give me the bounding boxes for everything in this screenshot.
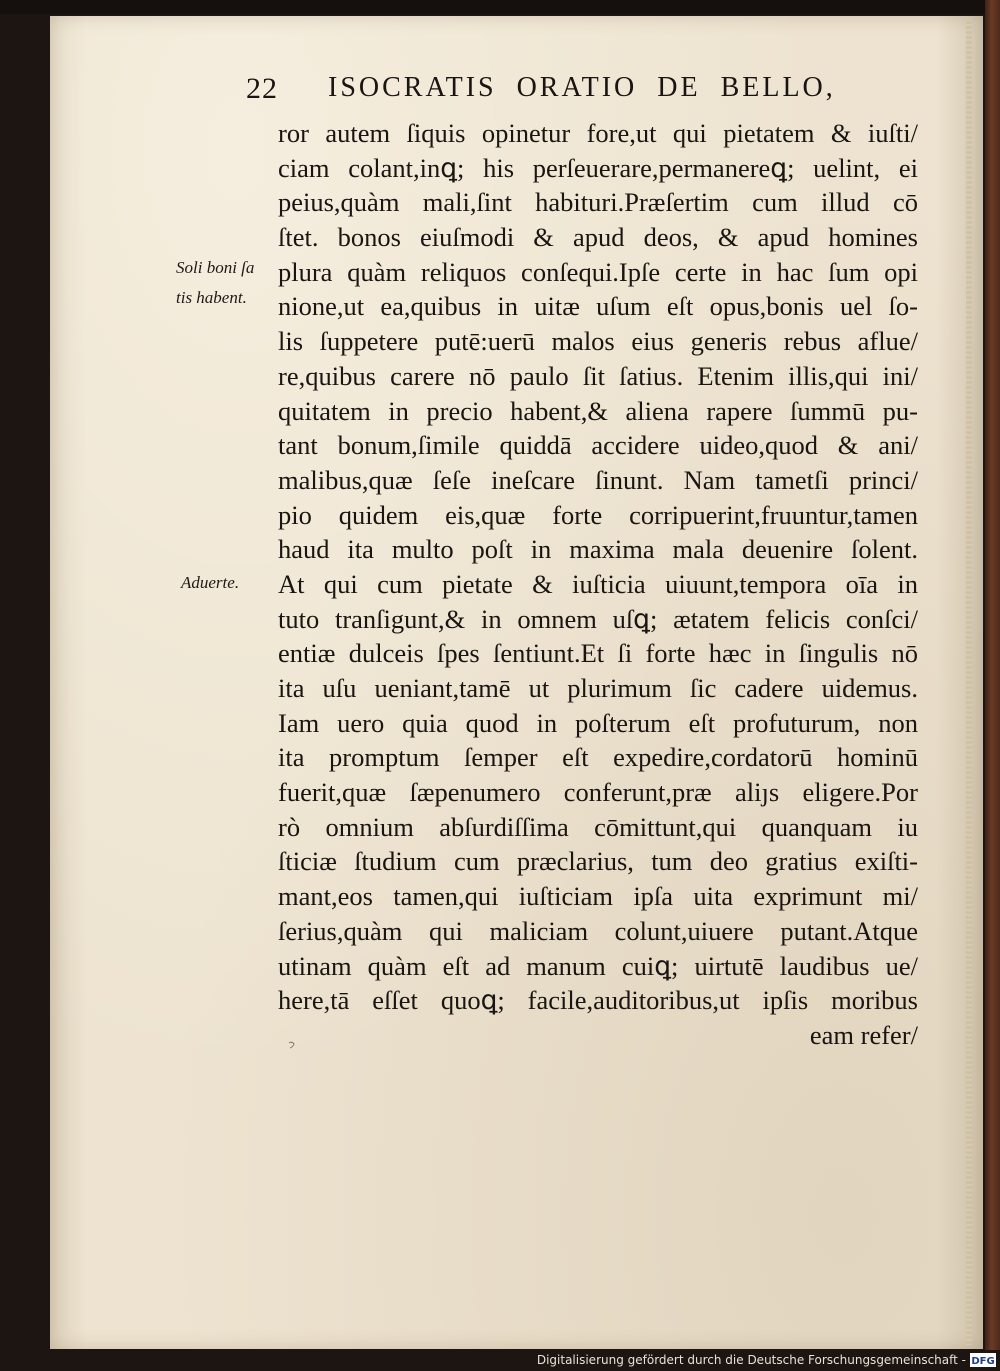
text-line: rò omnium abſurdiſſima cōmittunt,qui quanquam iu (278, 811, 918, 842)
body-text (278, 116, 918, 1053)
catchword: eam refer/ (809, 1019, 918, 1050)
dfg-logo-text: DFG (971, 1356, 995, 1367)
text-line: malibus,quæ ſeſe ineſcare ſinunt. Nam tametſi princi/ (278, 464, 918, 495)
text-line: ita promptum ſemper eſt expedire,cordatorū hominū (278, 742, 918, 773)
footer-bar (0, 1350, 1000, 1371)
binding-board (985, 0, 1000, 1350)
text-line: ſtet. bonos eiuſmodi & apud deos, & apud homines (278, 222, 918, 253)
top-shadow (0, 0, 1000, 14)
text-line: peius,quàm mali,ſint habituri.Præſertim cum illud cō (278, 187, 918, 218)
page-header (0, 72, 1000, 112)
text-line: Iam uero quia quod in poſterum eſt profuturum, non (278, 707, 918, 738)
text-line: utinam quàm eſt ad manum cuiꝗ; uirtutē laudibus ue/ (278, 950, 918, 981)
text-line: plura quàm reliquos conſequi.Ipſe certe in hac ſum opi (278, 256, 918, 287)
ink-smudge-icon (287, 1040, 297, 1050)
page-edge (966, 20, 972, 1345)
text-line: lis ſuppetere putē:uerū malos eius generis rebus aflue/ (278, 326, 918, 357)
text-line: ſerius,quàm qui maliciam colunt,uiuere putant.Atque (278, 915, 918, 946)
text-line: fuerit,quæ ſæpenumero conferunt,præ aliȷs eligere.Por (278, 777, 918, 808)
margin-note: Aduerte. (181, 573, 240, 592)
text-line: entiæ dulceis ſpes ſentiunt.Et ſi forte hæc in ſingulis nō (278, 638, 918, 669)
text-line: At qui cum pietate & iuſticia uiuunt,tempora oīa in (278, 568, 918, 599)
text-line: tant bonum,ſimile quiddā accidere uideo,quod & ani/ (278, 430, 918, 461)
text-line: pio quidem eis,quæ forte corripuerint,fruuntur,tamen (278, 499, 918, 530)
text-line: haud ita multo poſt in maxima mala deuenire ſolent. (278, 534, 918, 565)
text-line: ita uſu ueniant,tamē ut plurimum ſic cadere uidemus. (278, 673, 918, 703)
text-line: ſticiæ ſtudium cum præclarius, tum deo gratius exiſti- (278, 846, 918, 877)
margin-note: tis habent. (176, 288, 247, 307)
page-number: 22 (246, 72, 278, 105)
text-line: ciam colant,inꝗ; his perſeuerare,permanereꝗ; uelint, ei (278, 152, 918, 183)
running-head: ISOCRATIS ORATIO DE BELLO, (328, 72, 836, 103)
text-line: ror autem ſiquis opinetur fore,ut qui pietatem & iuſti/ (278, 118, 918, 148)
footer-credit: Digitalisierung gefördert durch die Deutsche Forschungsgemeinschaft - (536, 1353, 966, 1367)
text-line: mant,eos tamen,qui iuſticiam ipſa uita exprimunt mi/ (278, 881, 918, 912)
text-line: tuto tranſigunt,& in omnem uſꝗ; ætatem felicis conſci/ (278, 603, 918, 634)
text-line: nione,ut ea,quibus in uitæ uſum eſt opus,bonis uel ſo- (278, 291, 918, 322)
text-line: quitatem in precio habent,& aliena rapere ſummū pu- (278, 395, 918, 426)
text-line: here,tā eſſet quoꝗ; facile,auditoribus,ut ipſis moribus (278, 985, 918, 1016)
text-line: re,quibus carere nō paulo ſit ſatius. Etenim illis,qui ini/ (278, 360, 918, 391)
margin-note: Soli boni ſa (176, 258, 255, 277)
dfg-logo-icon (970, 1353, 996, 1367)
